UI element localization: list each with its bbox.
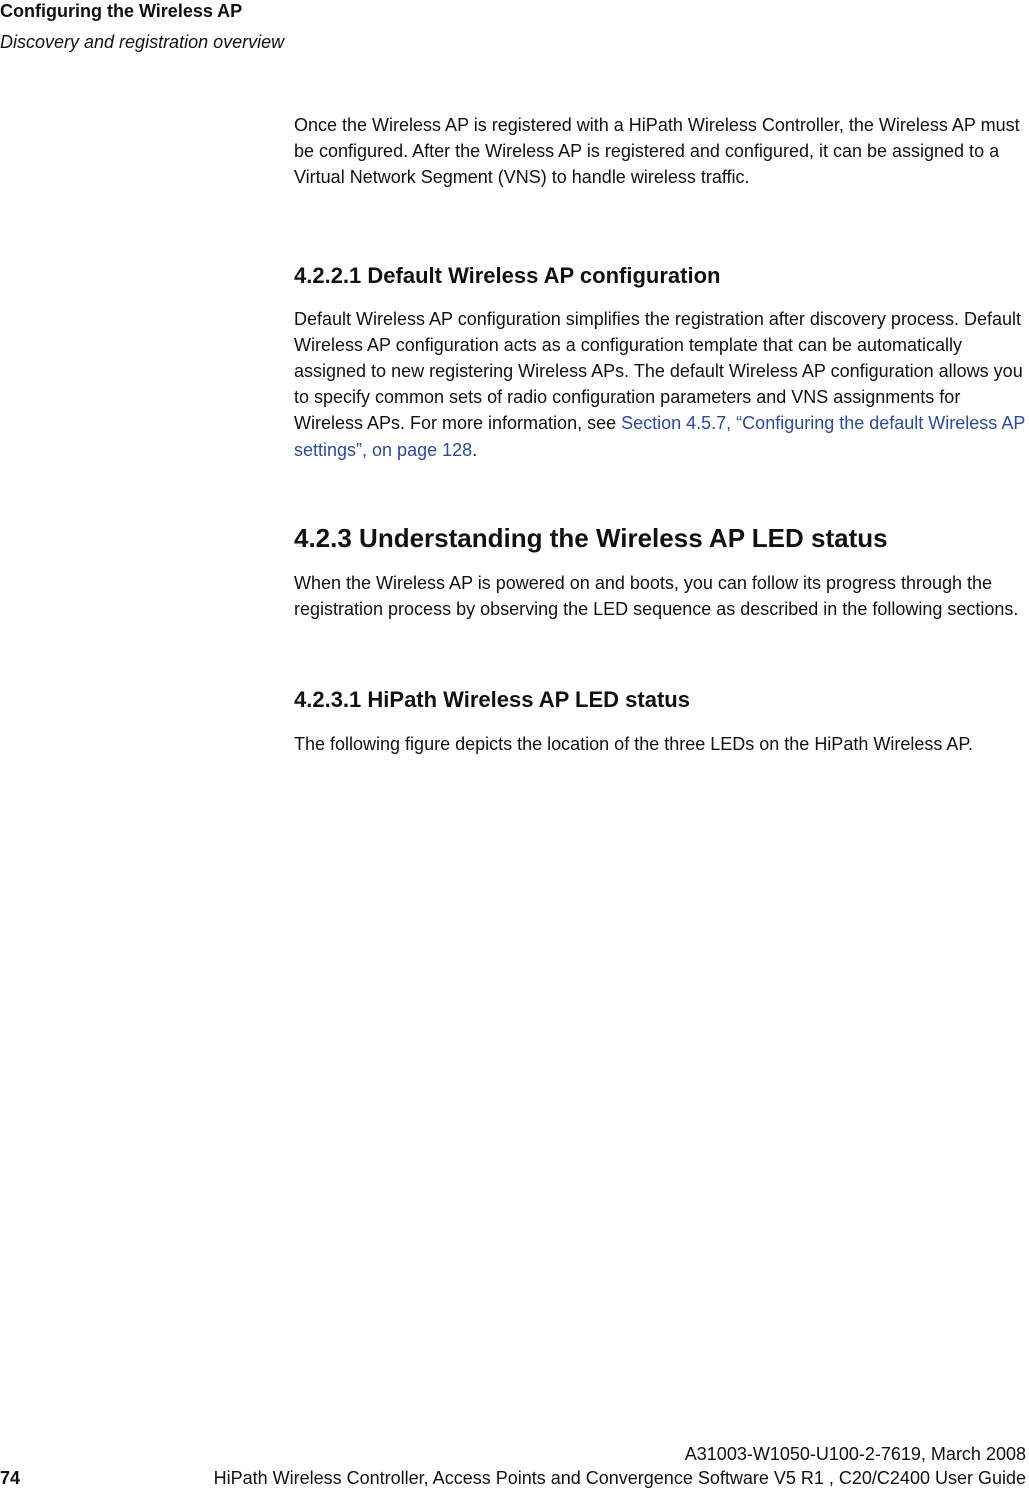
intro-paragraph: Once the Wireless AP is registered with a HiPath Wireless Controller, the Wireless AP must be configured. After the Wireless AP is registered and configured, it can be assigned to a Virtual Network Segment (VNS) to handle wireless traffic. [294,115,1020,188]
heading-hipath-led-status: 4.2.3.1 HiPath Wireless AP LED status [294,687,690,713]
section-link[interactable]: Section 4.5.7, “Configuring the default Wireless AP settings”, on page 128 [294,413,1026,460]
heading-led-status: 4.2.3 Understanding the Wireless AP LED status [294,522,888,553]
hipath-led-status-paragraph: The following figure depicts the location of the three LEDs on the HiPath Wireless AP. [294,734,974,755]
document-id: A31003-W1050-U100-2-7619, March 2008 [684,1444,1026,1464]
heading-default-ap-configuration: 4.2.2.1 Default Wireless AP configuration [294,262,721,288]
footer-line [0,1466,1029,1490]
running-header [0,0,284,53]
default-ap-configuration-paragraph [294,306,1029,463]
default-ap-configuration-text: Default Wireless AP configuration simplifies the registration after discovery process. Default Wireless AP configuration acts as a configuration template that can be automatically assigned to new registering Wireless APs. The default Wireless AP configuration allows you to specify common sets of radio configuration parameters and VNS assignments for Wireless APs. For more information, see [294,308,1023,434]
page-number: 74 [0,1468,21,1488]
sentence-period: . [472,439,478,460]
led-status-paragraph: When the Wireless AP is powered on and boots, you can follow its progress through the registration process by observing the LED sequence as described in the following sections. [294,572,1019,620]
section-subtitle: Discovery and registration overview [0,32,285,52]
guide-title: HiPath Wireless Controller, Access Points and Convergence Software V5 R1 , C20/C2400 User Guide [213,1468,1026,1488]
page-content [294,112,1029,757]
page-footer [0,1442,1029,1490]
chapter-title: Configuring the Wireless AP [0,1,243,21]
